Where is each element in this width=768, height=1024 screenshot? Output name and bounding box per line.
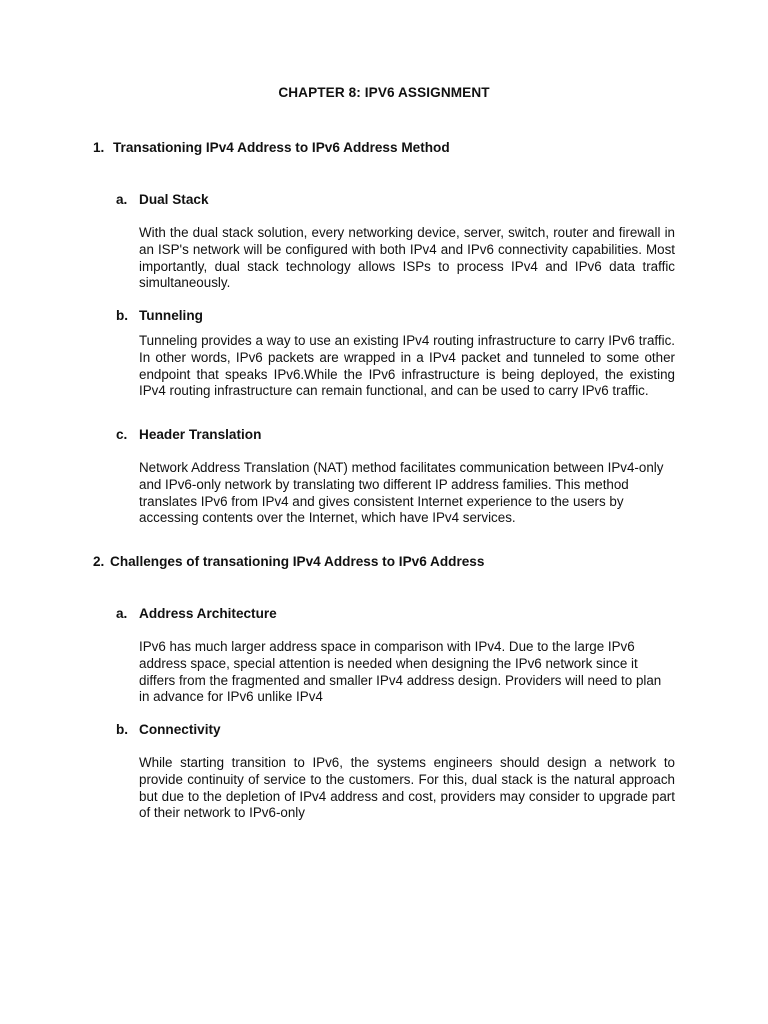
paragraph-connectivity: While starting transition to IPv6, the systems engineers should design a network to provide continuity of service to the customers. For this, dual stack is the natural approach but due to the depletion of IPv4 address and cost, providers may consider to upgrade part of their network to IPv6-only [139, 755, 675, 821]
paragraph-tunneling: Tunneling provides a way to use an existing IPv4 routing infrastructure to carry IPv6 traffic. In other words, IPv6 packets are wrapped in a IPv4 packet and tunneled to some other endpoint that speaks IPv6.While the IPv6 infrastructure is being deployed, the existing IPv4 routing infrastructure can remain functional, and can be used to carry IPv6 traffic. [139, 333, 675, 399]
subsection-letter: a. [116, 192, 128, 207]
subsection-letter: a. [116, 606, 128, 621]
section-heading-1 [93, 140, 450, 157]
section-number: 2. [93, 554, 105, 569]
paragraph-header-translation: Network Address Translation (NAT) method facilitates communication between IPv4-only and IPv6-only network by translating two different IP address families. This method translates IPv6 from IPv4 and gives consistent Internet experience to the users by accessing contents over the Internet, which have IPv4 services. [139, 460, 664, 526]
subsection-heading-text: Header Translation [139, 427, 262, 442]
subsection-heading-connectivity [116, 722, 221, 739]
subsection-heading-text: Connectivity [139, 722, 221, 737]
subsection-letter: c. [116, 427, 128, 442]
section-heading-text: Transationing IPv4 Address to IPv6 Address Method [113, 140, 450, 155]
subsection-heading-dual-stack [116, 192, 209, 209]
subsection-heading-address-architecture [116, 606, 277, 623]
subsection-heading-text: Dual Stack [139, 192, 209, 207]
subsection-heading-text: Address Architecture [139, 606, 277, 621]
subsection-heading-header-translation [116, 427, 261, 444]
section-heading-2 [93, 554, 484, 571]
paragraph-address-architecture: IPv6 has much larger address space in comparison with IPv4. Due to the large IPv6 address space, special attention is needed when designing the IPv6 network since it differs from the fragmented and smaller IPv4 address design. Providers will need to plan in advance for IPv6 unlike IPv4 [139, 639, 662, 705]
subsection-heading-tunneling [116, 308, 203, 325]
paragraph-dual-stack: With the dual stack solution, every networking device, server, switch, router and firewall in an ISP's network will be configured with both IPv4 and IPv6 connectivity capabilities. Most importantly, dual stack technology allows ISPs to process IPv4 and IPv6 data traffic simultaneously. [139, 225, 675, 291]
section-number: 1. [93, 140, 105, 155]
subsection-heading-text: Tunneling [139, 308, 203, 323]
section-heading-text: Challenges of transationing IPv4 Address to IPv6 Address [110, 554, 485, 569]
subsection-letter: b. [116, 308, 129, 323]
page-title: CHAPTER 8: IPV6 ASSIGNMENT [278, 85, 490, 100]
subsection-letter: b. [116, 722, 129, 737]
